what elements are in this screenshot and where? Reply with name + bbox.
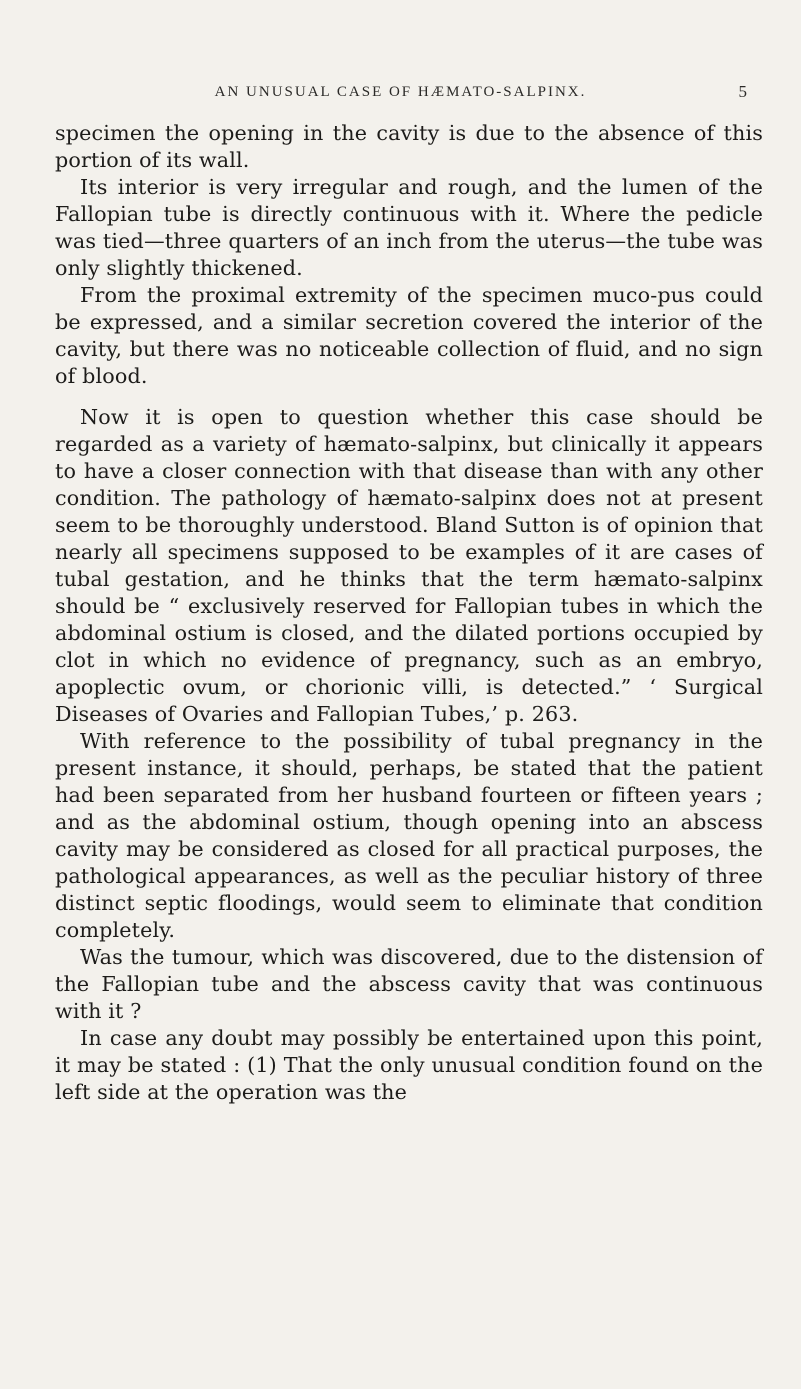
paragraph: With reference to the possibility of tubal pregnancy in the present instance, it should, perhaps, be stated that the patient had been separated from her husband fourteen or fifteen years ; and as the abdominal ostium, though opening into an abscess cavity may be considered as closed for all practical purposes, the pathological appearances, as well as the peculiar history of three distinct septic floodings, would seem to eliminate that condition completely. [55, 729, 763, 942]
paragraph: Now it is open to question whether this case should be regarded as a variety of hæmato-salpinx, but clinically it appears to have a closer connection with that disease than with any other condition. The pathology of hæmato-salpinx does not at present seem to be thoroughly understood. Bland Sutton is of opinion that nearly all specimens supposed to be examples of it are cases of tubal gestation, and he thinks that the term hæmato-salpinx should be “ exclusively reserved for Fallopian tubes in which the abdominal ostium is closed, and the dilated portions occupied by clot in which no evidence of pregnancy, such as an embryo, apoplectic ovum, or chorionic villi, is detected.” ‘ Surgical Diseases of Ovaries and Fallopian Tubes,’ p. 263. [55, 405, 763, 726]
body-text [55, 120, 763, 1106]
paragraph: From the proximal extremity of the specimen muco-pus could be expressed, and a similar secretion covered the interior of the cavity, but there was no noticeable collection of fluid, and no sign of blood. [55, 283, 763, 388]
paragraph: specimen the opening in the cavity is due to the absence of this portion of its wall. [55, 121, 763, 172]
page-number: 5 [738, 82, 747, 101]
running-title: AN UNUSUAL CASE OF HÆMATO-SALPINX. [214, 84, 587, 100]
paragraph: Its interior is very irregular and rough, and the lumen of the Fallopian tube is directly continuous with it. Where the pedicle was tied—three quarters of an inch from the uterus—the tube was only slightly thickened. [55, 175, 763, 280]
paragraph: In case any doubt may possibly be entertained upon this point, it may be stated : (1) That the only unusual condition found on the left side at the operation was the [55, 1026, 763, 1104]
page-header [0, 84, 801, 114]
paragraph: Was the tumour, which was discovered, due to the distension of the Fallopian tube and the abscess cavity that was continuous with it ? [55, 945, 763, 1023]
